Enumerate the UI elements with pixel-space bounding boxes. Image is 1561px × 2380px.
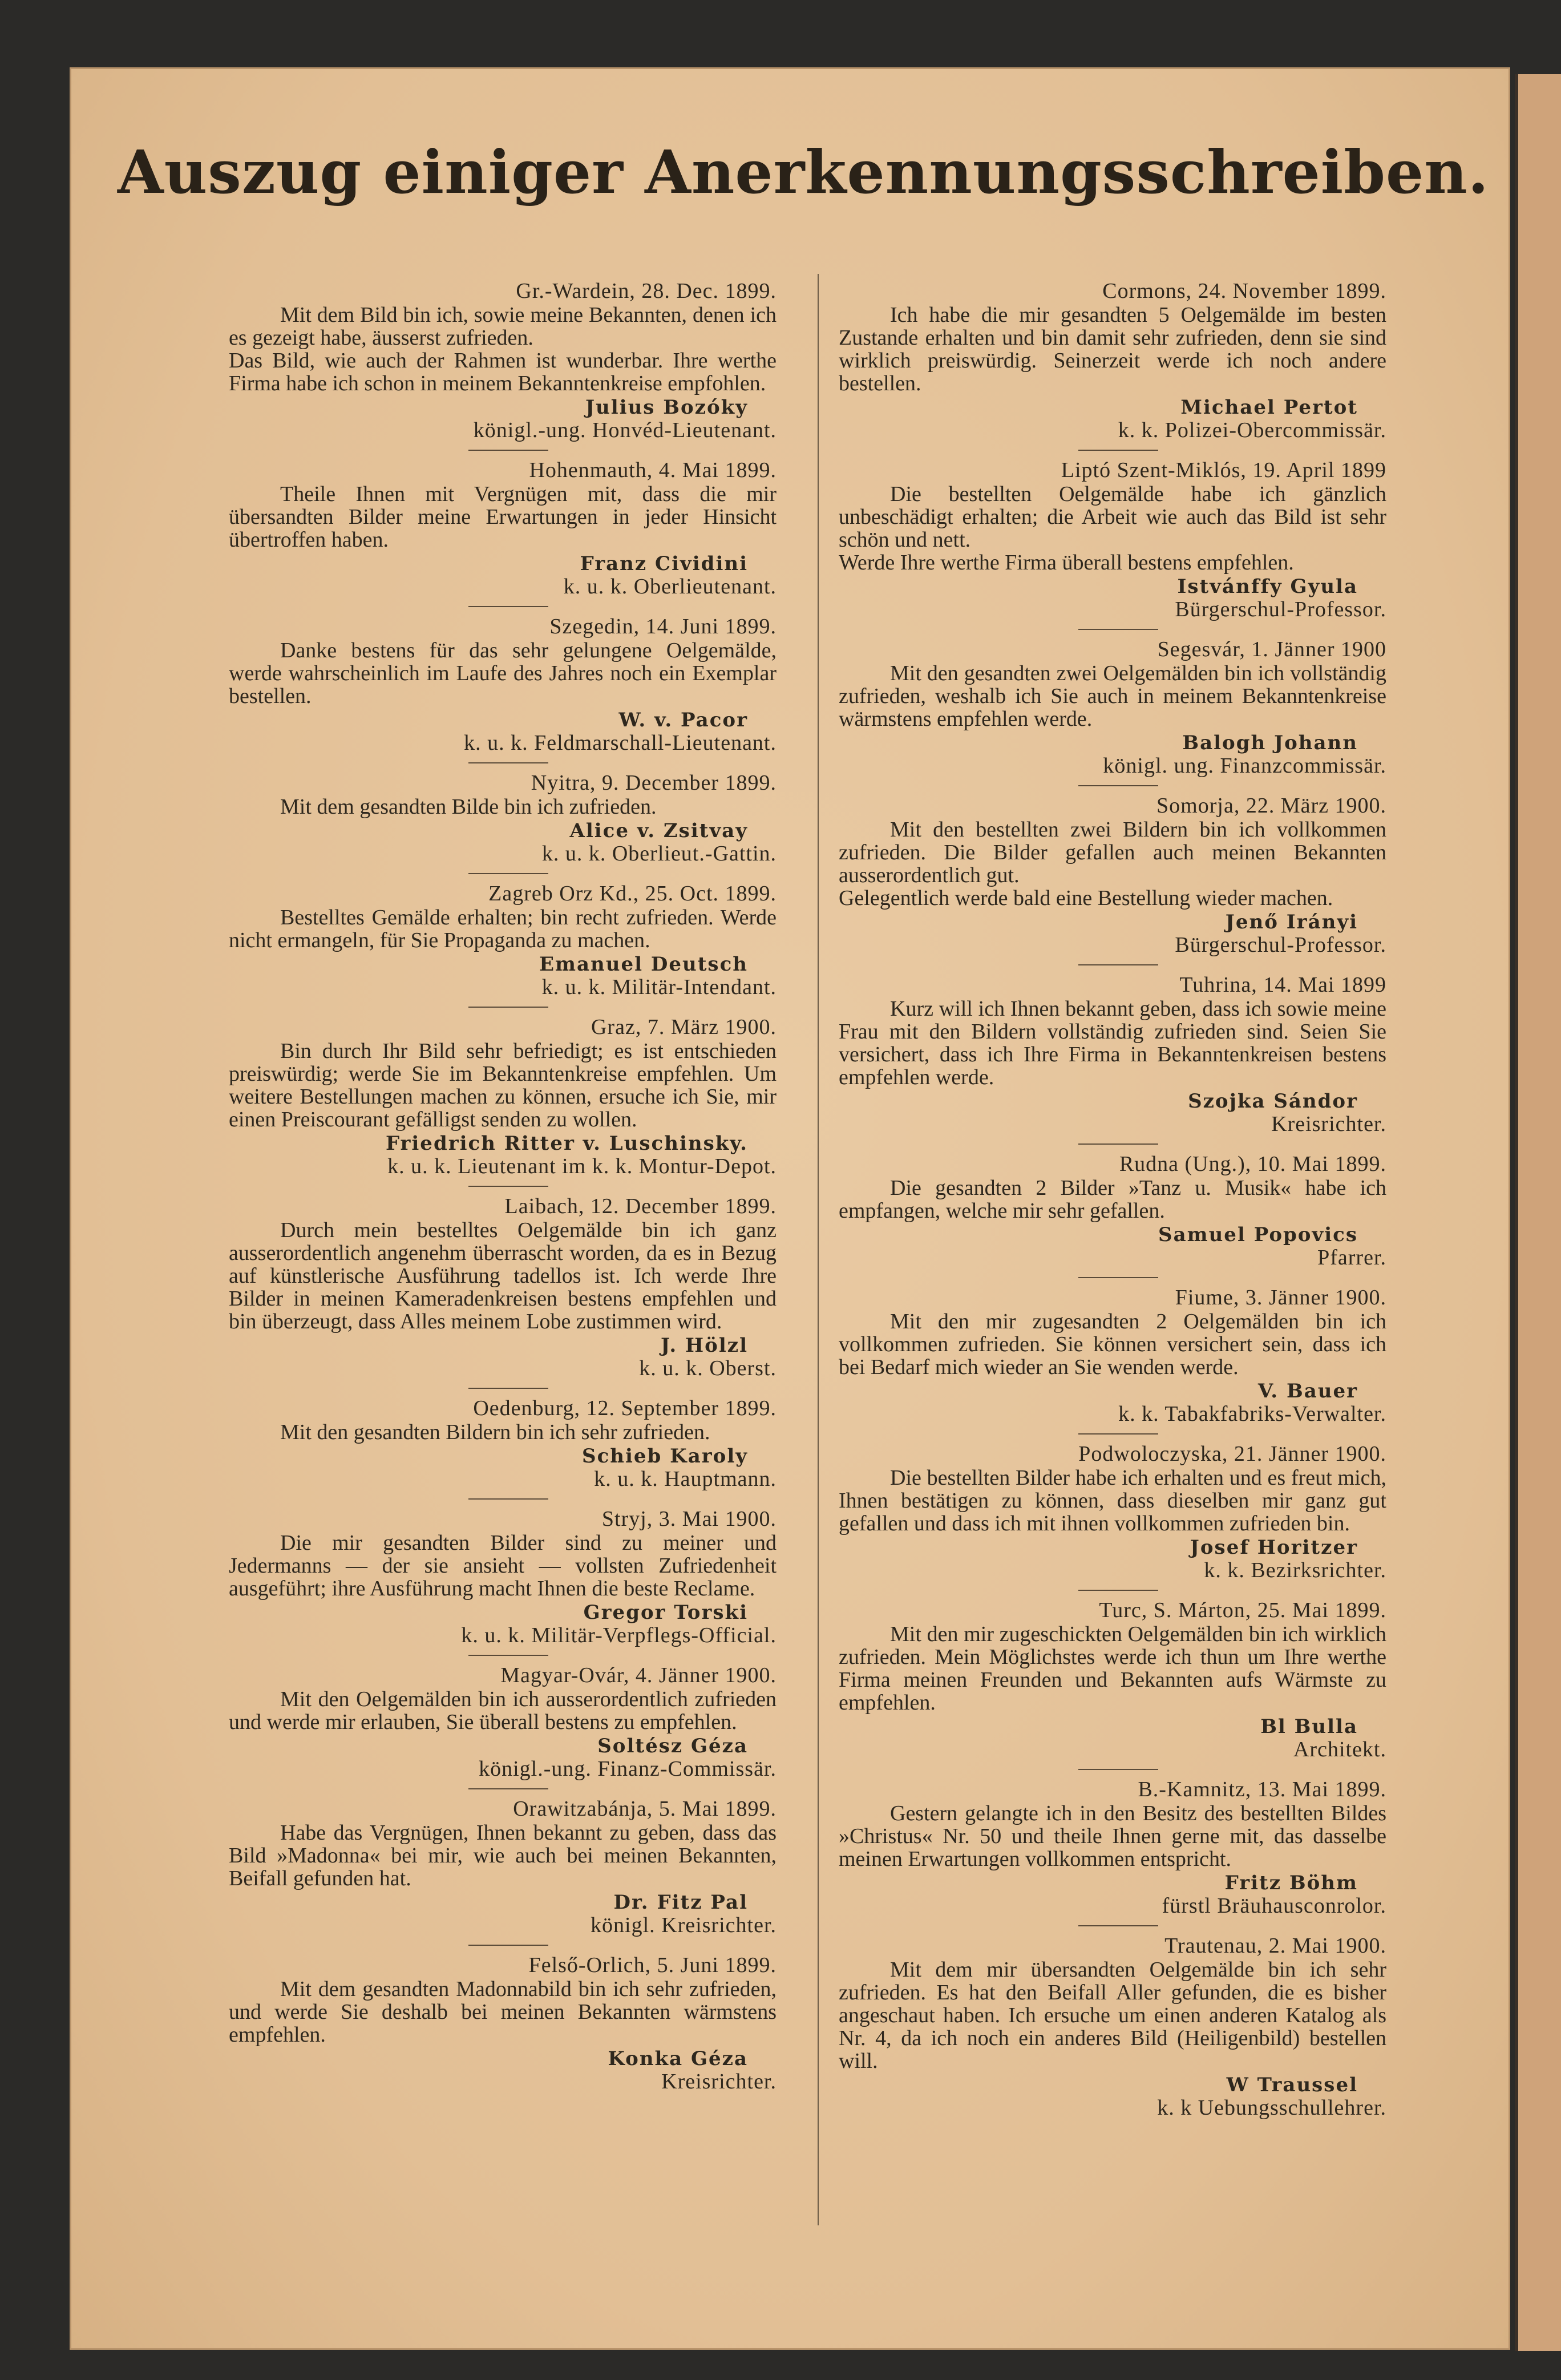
entry-text: Durch mein bestelltes Oelgemälde bin ich ganz ausserordentlich angenehm überrascht worden, da es in Bezug auf künstlerische Ausführung tadellos ist. Ich werde Ihre Bilder in meinen Kameradenkreisen bestens empfehlen und bin überzeugt, dass Alles meinem Lobe zustimmen wird. [229, 1218, 777, 1334]
entry-separator [1078, 629, 1158, 630]
entry-signature-name: Schieb Karoly [582, 1445, 748, 1468]
entry-signature-title: k. u. k. Oberst. [639, 1356, 777, 1380]
entry-signature-name: Jenő Irányi [1225, 911, 1358, 934]
testimonial-entry [229, 1397, 777, 1490]
entry-place-date: Laibach, 12. December 1899. [504, 1194, 777, 1218]
entry-place-date: Orawitzabánja, 5. Mai 1899. [513, 1797, 777, 1821]
entry-signature-name: Konka Géza [608, 2047, 748, 2070]
entry-signature-title: königl.-ung. Finanz-Commissär. [479, 1757, 777, 1781]
entry-text: Mit den Oelgemälden bin ich ausserordentlich zufrieden und werde mir erlauben, Sie überall bestens zu empfehlen. [229, 1687, 777, 1734]
testimonial-entry [839, 1778, 1386, 1917]
entry-separator [468, 1655, 548, 1656]
entry-place-date: Rudna (Ung.), 10. Mai 1899. [1119, 1152, 1386, 1176]
entry-place-date: Cormons, 24. November 1899. [1102, 279, 1386, 303]
entry-signature-title: königl. ung. Finanzcommissär. [1103, 754, 1386, 778]
testimonial-entry [839, 1934, 1386, 2119]
entry-signature-name: Balogh Johann [1182, 732, 1358, 754]
entry-separator [468, 762, 548, 763]
entry-separator [468, 1945, 548, 1946]
entry-place-date: Stryj, 3. Mai 1900. [601, 1507, 777, 1531]
testimonial-entry [229, 280, 777, 442]
entry-signature-title: königl.-ung. Honvéd-Lieutenant. [473, 418, 777, 442]
entry-text: Mit dem mir übersandten Oelgemälde bin ich sehr zufrieden. Es hat den Beifall Aller gefunden, die es bisher angeschaut haben. Ich ersuche um einen anderen Katalog als Nr. 4, da ich noch ein anderes Bild (Heiligenbild) bestellen will. [839, 1958, 1386, 2073]
entry-separator [1078, 450, 1158, 451]
entry-signature-name: Michael Pertot [1180, 396, 1358, 419]
entry-signature-name: W. v. Pacor [618, 709, 748, 732]
entry-place-date: Turc, S. Márton, 25. Mai 1899. [1099, 1598, 1386, 1622]
testimonial-entry [839, 973, 1386, 1136]
entry-separator [1078, 964, 1158, 965]
testimonial-entry [229, 1954, 777, 2093]
entry-place-date: Segesvár, 1. Jänner 1900 [1157, 637, 1386, 661]
entry-text: Mit dem gesandten Bilde bin ich zufrieden. [280, 795, 657, 819]
entry-text: Kurz will ich Ihnen bekannt geben, dass ich sowie meine Frau mit den Bildern vollständig zufrieden sind. Seien Sie versichert, dass ich Ihre Firma in Bekanntenkreisen bestens empfehlen werde. [839, 997, 1386, 1089]
entry-separator [1078, 1143, 1158, 1145]
entry-place-date: Trautenau, 2. Mai 1900. [1164, 1934, 1386, 1958]
entry-signature-title: Kreisrichter. [1271, 1112, 1386, 1136]
entry-signature-title: Bürgerschul-Professor. [1175, 933, 1386, 957]
entry-signature-title: k. k Uebungsschullehrer. [1157, 2096, 1386, 2120]
entry-place-date: Zagreb Orz Kd., 25. Oct. 1899. [488, 882, 777, 906]
entry-place-date: B.-Kamnitz, 13. Mai 1899. [1138, 1777, 1386, 1801]
testimonial-entry [229, 882, 777, 999]
testimonial-entry [839, 1153, 1386, 1269]
entry-place-date: Fiume, 3. Jänner 1900. [1175, 1286, 1386, 1310]
entry-signature-name: Bl Bulla [1260, 1715, 1358, 1738]
entry-text: Die gesandten 2 Bilder »Tanz u. Musik« habe ich empfangen, welche mir sehr gefallen. [839, 1176, 1386, 1223]
testimonial-entry [229, 1664, 777, 1780]
entry-signature-title: königl. Kreisrichter. [591, 1913, 777, 1937]
entry-text: Die bestellten Oelgemälde habe ich gänzlich unbeschädigt erhalten; die Arbeit wie auch das Bild ist sehr schön und nett. Werde Ihre werthe Firma überall bestens empfehlen. [839, 482, 1386, 575]
entry-signature-name: Dr. Fitz Pal [613, 1891, 748, 1914]
entry-text: Mit den gesandten zwei Oelgemälden bin ich vollständig zufrieden, weshalb ich Sie auch in meinem Bekanntenkreise wärmstens empfehlen werde. [839, 661, 1386, 731]
testimonial-entry [839, 280, 1386, 442]
right-column [839, 280, 1386, 2125]
entry-place-date: Liptó Szent-Miklós, 19. April 1899 [1061, 458, 1386, 482]
testimonial-entry [229, 771, 777, 865]
entry-signature-name: Julius Bozóky [585, 396, 748, 419]
entry-signature-title: k. u. k. Lieutenant im k. k. Montur-Depot. [387, 1154, 777, 1178]
entry-signature-name: Fritz Böhm [1224, 1872, 1358, 1894]
entry-separator [1078, 1277, 1158, 1278]
entry-separator [468, 1498, 548, 1500]
page-title: Auszug einiger Anerkennungsschreiben. [117, 137, 1489, 207]
entry-signature-title: Architekt. [1293, 1737, 1386, 1761]
testimonial-entry [229, 459, 777, 598]
entry-signature-name: Franz Cividini [580, 552, 748, 575]
entry-text: Die mir gesandten Bilder sind zu meiner und Jedermanns — der sie ansieht — vollsten Zufriedenheit ausgeführt; ihre Ausführung macht Ihnen die beste Reclame. [229, 1531, 777, 1601]
entry-text: Bestelltes Gemälde erhalten; bin recht zufrieden. Werde nicht ermangeln, für Sie Propaganda zu machen. [229, 906, 777, 952]
entry-signature-name: Samuel Popovics [1158, 1223, 1358, 1246]
entry-text: Danke bestens für das sehr gelungene Oelgemälde, werde wahrscheinlich im Laufe des Jahres noch ein Exemplar bestellen. [229, 639, 777, 708]
testimonial-entry [229, 1508, 777, 1647]
entry-text: Die bestellten Bilder habe ich erhalten und es freut mich, Ihnen bestätigen zu können, dass dieselben mir ganz gut gefallen und dass ich mit ihnen vollkommen zufrieden bin. [839, 1466, 1386, 1536]
entry-signature-name: Soltész Géza [597, 1735, 748, 1757]
entry-text: Ich habe die mir gesandten 5 Oelgemälde im besten Zustande erhalten und bin damit sehr zufrieden, denn sie sind wirklich preiswürdig. Seinerzeit werde ich noch andere bestellen. [839, 303, 1386, 395]
entry-signature-name: Istvánffy Gyula [1177, 575, 1358, 598]
entry-separator [468, 606, 548, 607]
entry-signature-title: k. k. Polizei-Obercommissär. [1118, 418, 1386, 442]
entry-signature-name: W Traussel [1226, 2074, 1358, 2096]
entry-signature-title: k. k. Bezirksrichter. [1204, 1558, 1386, 1582]
entry-place-date: Oedenburg, 12. September 1899. [473, 1396, 777, 1420]
entry-place-date: Magyar-Ovár, 4. Jänner 1900. [500, 1663, 777, 1687]
entry-text: Theile Ihnen mit Vergnügen mit, dass die mir übersandten Bilder meine Erwartungen in jeder Hinsicht übertroffen haben. [229, 482, 777, 552]
testimonial-entry [839, 794, 1386, 956]
entry-text: Mit dem Bild bin ich, sowie meine Bekannten, denen ich es gezeigt habe, äusserst zufrieden. Das Bild, wie auch der Rahmen ist wunderbar. Ihre werthe Firma habe ich schon in meinem Bekanntenkreise empfohlen. [229, 303, 777, 395]
entry-signature-name: V. Bauer [1257, 1380, 1358, 1403]
entry-signature-title: k. u. k. Militär-Intendant. [541, 975, 777, 999]
entry-signature-title: k. k. Tabakfabriks-Verwalter. [1118, 1402, 1386, 1426]
entry-signature-name: J. Hölzl [660, 1334, 748, 1357]
entry-signature-name: Emanuel Deutsch [539, 953, 748, 976]
entry-signature-name: Josef Horitzer [1190, 1536, 1358, 1559]
entry-signature-name: Friedrich Ritter v. Luschinsky. [385, 1132, 748, 1155]
entry-separator [1078, 1433, 1158, 1435]
entry-separator [468, 1388, 548, 1389]
entry-separator [1078, 1769, 1158, 1770]
entry-signature-name: Alice v. Zsitvay [569, 819, 748, 842]
entry-separator [468, 1007, 548, 1008]
entry-place-date: Nyitra, 9. December 1899. [531, 771, 777, 795]
entry-text: Mit den bestellten zwei Bildern bin ich vollkommen zufrieden. Die Bilder gefallen auch meinen Bekannten ausserordentlich gut. Gelegentlich werde bald eine Bestellung wieder machen. [839, 818, 1386, 910]
entry-text: Mit den mir zugeschickten Oelgemälden bin ich wirklich zufrieden. Mein Möglichstes werde ich thun um Ihre werthe Firma meinen Freunden und Bekannten aufs Wärmste zu empfehlen. [839, 1622, 1386, 1715]
entry-signature-title: Kreisrichter. [661, 2070, 777, 2094]
entry-signature-title: Pfarrer. [1317, 1246, 1386, 1270]
entry-signature-name: Szojka Sándor [1188, 1090, 1358, 1113]
entry-signature-title: k. u. k. Militär-Verpflegs-Official. [461, 1623, 777, 1647]
testimonial-entry [839, 459, 1386, 621]
entry-place-date: Graz, 7. März 1900. [591, 1015, 777, 1039]
entry-separator [468, 450, 548, 451]
entry-separator [468, 873, 548, 874]
entry-place-date: Felső-Orlich, 5. Juni 1899. [528, 1953, 777, 1977]
entry-signature-title: k. u. k. Oberlieutenant. [563, 575, 777, 599]
entry-place-date: Tuhrina, 14. Mai 1899 [1179, 973, 1386, 997]
testimonial-entry [839, 1442, 1386, 1582]
entry-text: Mit den mir zugesandten 2 Oelgemälden bin ich vollkommen zufrieden. Sie können versichert sein, dass ich bei Bedarf mich wieder an Sie wenden werde. [839, 1310, 1386, 1379]
entry-place-date: Gr.-Wardein, 28. Dec. 1899. [516, 279, 777, 303]
entry-place-date: Szegedin, 14. Juni 1899. [549, 615, 777, 639]
entry-separator [468, 1788, 548, 1789]
entry-separator [468, 1186, 548, 1187]
testimonial-entry [229, 1797, 777, 1937]
entry-separator [1078, 785, 1158, 786]
column-divider [818, 274, 819, 2225]
entry-separator [1078, 1590, 1158, 1591]
entry-signature-name: Gregor Torski [583, 1601, 748, 1624]
testimonial-entry [839, 1599, 1386, 1761]
adjacent-page-edge [1515, 74, 1561, 2351]
entry-place-date: Hohenmauth, 4. Mai 1899. [529, 458, 777, 482]
entry-separator [1078, 1925, 1158, 1926]
entry-text: Bin durch Ihr Bild sehr befriedigt; es ist entschieden preiswürdig; werde Sie im Bekanntenkreise empfehlen. Um weitere Bestellungen machen zu können, ersuche ich Sie, mir einen Preiscourant gefälligst senden zu wollen. [229, 1039, 777, 1132]
entry-signature-title: k. u. k. Feldmarschall-Lieutenant. [464, 731, 777, 755]
entry-text: Habe das Vergnügen, Ihnen bekannt zu geben, dass das Bild »Madonna« bei mir, wie auch bei meinen Bekannten, Beifall gefunden hat. [229, 1821, 777, 1890]
left-column [229, 280, 777, 2099]
entry-signature-title: k. u. k. Oberlieut.-Gattin. [541, 842, 777, 866]
testimonial-entry [229, 615, 777, 754]
entry-signature-title: fürstl Bräuhausconrolor. [1162, 1894, 1386, 1918]
entry-signature-title: Bürgerschul-Professor. [1175, 597, 1386, 621]
testimonial-entry [839, 1286, 1386, 1425]
testimonial-entry [229, 1016, 777, 1178]
testimonial-entry [839, 638, 1386, 777]
entry-place-date: Podwoloczyska, 21. Jänner 1900. [1078, 1442, 1386, 1466]
entry-place-date: Somorja, 22. März 1900. [1156, 794, 1386, 818]
entry-text: Mit den gesandten Bildern bin ich sehr zufrieden. [280, 1420, 710, 1444]
testimonial-entry [229, 1195, 777, 1380]
entry-text: Mit dem gesandten Madonnabild bin ich sehr zufrieden, und werde Sie deshalb bei meinen Bekannten wärmstens empfehlen. [229, 1977, 777, 2047]
entry-signature-title: k. u. k. Hauptmann. [594, 1467, 777, 1491]
entry-text: Gestern gelangte ich in den Besitz des bestellten Bildes »Christus« Nr. 50 und theile Ihnen gerne mit, das dasselbe meinen Erwartungen vollkommen entspricht. [839, 1801, 1386, 1871]
